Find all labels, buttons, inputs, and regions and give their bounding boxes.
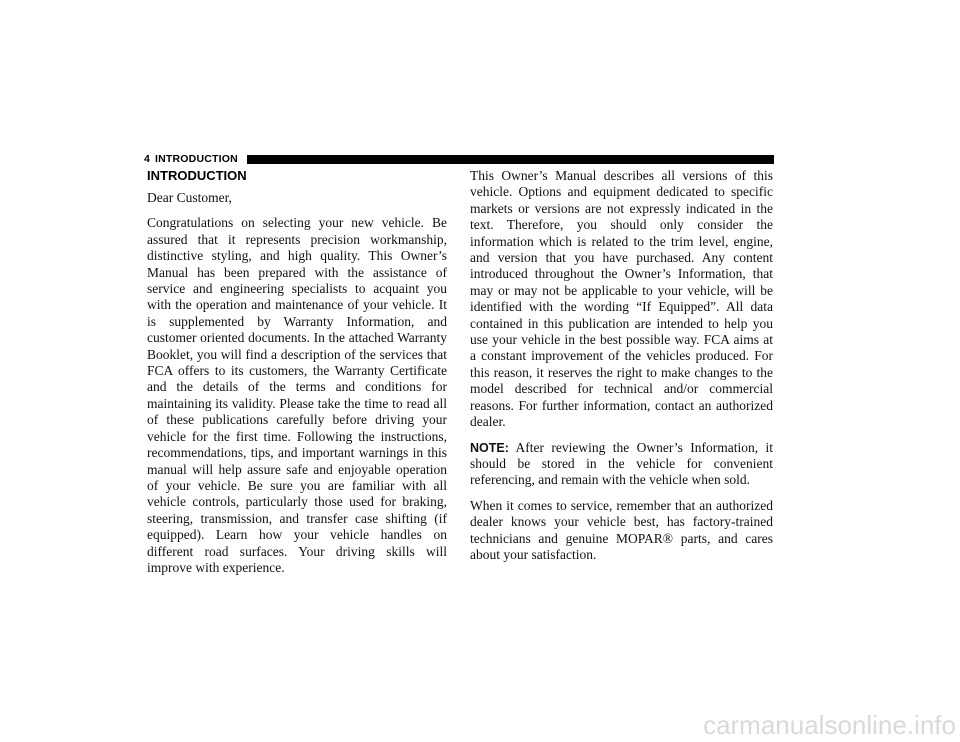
intro-paragraph: Congratulations on selecting your new vehicle. Be assured that it represents precision workmanship, distinctive styling, and high quality. This Owner’s Manual has been prepared with the assistance of service and engineering specialists to acquaint you with the operation and maintenance of your vehicle. It is supplemented by Warranty Information, and customer oriented documents. In the attached Warranty Booklet, you will find a description of the services that FCA offers to its customers, the Warranty Certificate and the details of the terms and conditions for maintaining its validity. Please take the time to read all of these publications carefully before driving your vehicle for the first time. Following the instructions, recommendations, tips, and important warnings in this manual will help assure safe and enjoyable operation of your vehicle. Be sure you are familiar with all vehicle controls, particularly those used for braking, steering, transmission, and transfer case shifting (if equipped). Learn how your vehicle handles on different road surfaces. Your driving skills will improve with experience. — [147, 215, 447, 575]
right-column — [470, 168, 773, 572]
note-paragraph — [470, 440, 773, 489]
service-paragraph: When it comes to service, remember that an authorized dealer knows your vehicle best, has factory-trained technicians and genuine MOPAR® parts, and cares about your satisfaction. — [470, 497, 773, 562]
header-rule — [247, 155, 774, 164]
salutation: Dear Customer, — [147, 190, 232, 205]
page-number: 4 — [144, 153, 151, 165]
running-header — [144, 153, 774, 165]
introduction-heading: INTRODUCTION — [147, 168, 247, 183]
left-column — [147, 168, 447, 585]
note-text: After reviewing the Owner’s Information, it should be stored in the vehicle for convenient referencing, and remain with the vehicle when sold. — [470, 439, 773, 488]
site-watermark: carmanualsonline.info — [703, 710, 956, 740]
section-title: INTRODUCTION — [155, 153, 238, 165]
note-label: NOTE: — [470, 440, 509, 455]
versions-paragraph: This Owner’s Manual describes all versions of this vehicle. Options and equipment dedicated to specific markets or versions are not expressly indicated in the text. Therefore, you should only consider the information which is related to the trim level, engine, and version that you have purchased. Any content introduced throughout the Owner’s Information, that may or may not be applicable to your vehicle, will be identified with the wording “If Equipped”. All data contained in this publication are intended to help you use your vehicle in the best possible way. FCA aims at a constant improvement of the vehicles produced. For this reason, it reserves the right to make changes to the model described for technical and/or commercial reasons. For further information, contact an authorized dealer. — [470, 168, 773, 430]
